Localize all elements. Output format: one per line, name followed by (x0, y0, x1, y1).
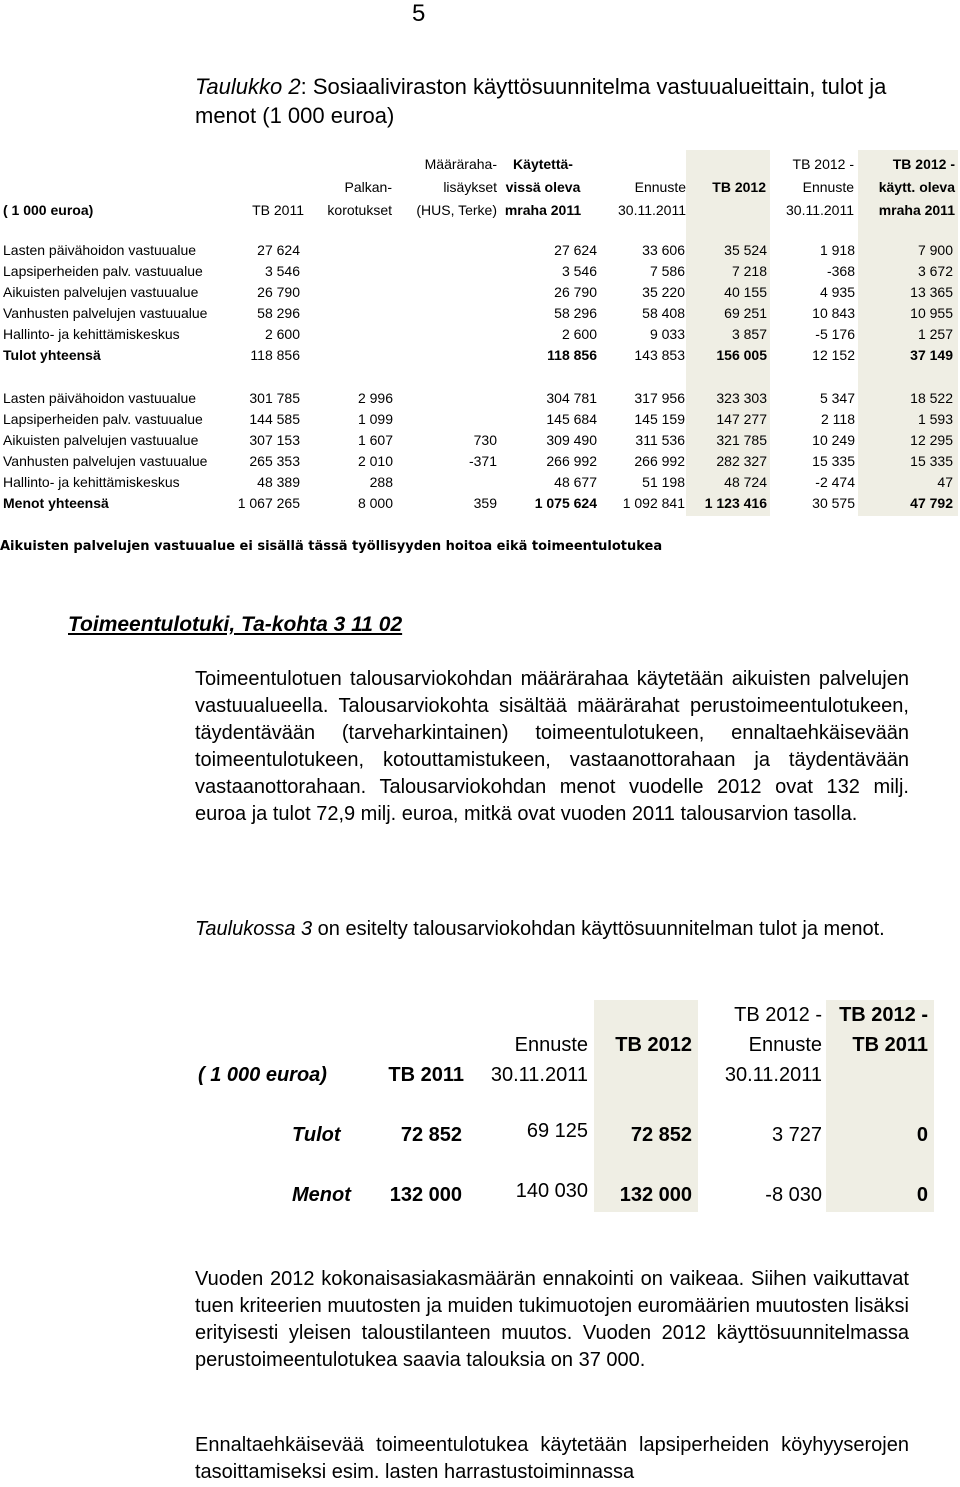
menot-cell-palkan: 8 000 (357, 495, 393, 511)
header-tb_kaytt-line-3: mraha 2011 (878, 202, 955, 218)
t2-header-tb-ennuste-2: Ennuste (748, 1034, 822, 1056)
menot-cell-tb_ennuste: -2 474 (815, 474, 855, 490)
menot-cell-tb2012: 147 277 (716, 411, 767, 427)
tulot-row-label: Tulot yhteensä (3, 347, 101, 363)
tulot-row-label: Vanhusten palvelujen vastuualue (3, 305, 208, 321)
section-title: Toimeentulotuki, Ta-kohta 3 11 02 (68, 613, 403, 636)
tulot-cell-tb_kaytt: 1 257 (917, 326, 953, 342)
t2-cell-tb-tb: 0 (916, 1184, 928, 1206)
tulot-cell-ennuste: 33 606 (642, 242, 685, 258)
t2-header-tb-tb-2: TB 2011 (852, 1034, 928, 1056)
tulot-cell-tb2011: 27 624 (257, 242, 300, 258)
menot-cell-tb_ennuste: 10 249 (812, 432, 855, 448)
menot-cell-tb2012: 282 327 (716, 453, 767, 469)
header-palkan-line-1: Palkan- (344, 179, 392, 195)
menot-cell-tb2011: 1 067 265 (237, 495, 300, 511)
menot-cell-palkan: 288 (369, 474, 393, 490)
tulot-cell-tb2011: 2 600 (264, 326, 300, 342)
t2-cell-ennuste: 69 125 (526, 1120, 588, 1142)
tulot-cell-tb_ennuste: 12 152 (812, 347, 855, 363)
menot-cell-kaytetta: 1 075 624 (534, 495, 597, 511)
tulot-cell-tb_ennuste: 10 843 (812, 305, 855, 321)
paragraph-2 (195, 916, 909, 943)
header-tb_kaytt-line-1: TB 2012 - (892, 156, 955, 172)
menot-cell-tb_kaytt: 12 295 (910, 432, 953, 448)
header-unit: ( 1 000 euroa) (3, 202, 94, 218)
caption-text: : Sosiaaliviraston käyttösuunnitelma vastuualueittain, tulot ja menot (1 000 euroa) (195, 74, 887, 128)
menot-cell-tb2011: 301 785 (249, 390, 300, 406)
tulot-cell-tb2011: 118 856 (250, 347, 300, 363)
header-ennuste-line-1: Ennuste (634, 179, 686, 195)
tulot-cell-ennuste: 143 853 (634, 347, 685, 363)
t2-cell-tb2012: 132 000 (619, 1184, 692, 1206)
menot-row-label: Aikuisten palvelujen vastuualue (3, 432, 199, 448)
paragraph-2-rest: on esitelty talousarviokohdan käyttösuunnitelman tulot ja menot. (312, 918, 885, 940)
tulot-cell-tb_ennuste: 1 918 (819, 242, 855, 258)
tulot-cell-ennuste: 9 033 (649, 326, 685, 342)
menot-cell-kaytetta: 266 992 (546, 453, 597, 469)
menot-cell-ennuste: 317 956 (634, 390, 685, 406)
tulot-row-label: Aikuisten palvelujen vastuualue (3, 284, 199, 300)
menot-cell-tb_ennuste: 5 347 (819, 390, 855, 406)
paragraph-4: Ennaltaehkäisevää toimeentulotukea käytetään lapsiperheiden köyhyyserojen tasoittamiseksi esim. lasten harrastustoiminnassa (195, 1434, 909, 1484)
menot-cell-tb_kaytt: 1 593 (917, 411, 953, 427)
menot-cell-palkan: 2 010 (357, 453, 393, 469)
tulot-cell-tb_kaytt: 13 365 (910, 284, 953, 300)
header-tb2012: TB 2012 (712, 179, 766, 195)
tulot-cell-kaytetta: 27 624 (554, 242, 597, 258)
tulot-cell-tb_kaytt: 37 149 (910, 347, 953, 363)
tulot-cell-tb2012: 40 155 (724, 284, 767, 300)
t2-cell-tb-ennuste: -8 030 (765, 1184, 822, 1206)
t2-header-unit: ( 1 000 euroa) (198, 1064, 327, 1086)
table1-note: Aikuisten palvelujen vastuualue ei sisällä tässä työllisyyden hoitoa eikä toimeentulotukea (0, 539, 663, 554)
t2-header-ennuste-1: Ennuste (514, 1034, 588, 1056)
tulot-cell-ennuste: 7 586 (649, 263, 685, 279)
caption-label: Taulukko 2 (195, 74, 301, 99)
t2-header-ennuste-2: 30.11.2011 (490, 1064, 588, 1086)
menot-cell-maararaha: 359 (473, 495, 497, 511)
menot-cell-tb2011: 48 389 (257, 474, 300, 490)
header-tb2011: TB 2011 (252, 202, 304, 218)
t2-header-tb-ennuste-1: TB 2012 - (734, 1004, 822, 1026)
header-kaytetta-line-3: mraha 2011 (504, 202, 582, 218)
header-tb_ennuste-line-1: TB 2012 - (792, 156, 854, 172)
menot-cell-kaytetta: 48 677 (554, 474, 597, 490)
tulot-cell-tb_kaytt: 10 955 (910, 305, 953, 321)
header-maararaha-line-2: lisäykset (443, 179, 497, 195)
t2-cell-tb2011: 132 000 (389, 1184, 462, 1206)
tulot-row-label: Lapsiperheiden palv. vastuualue (3, 263, 203, 279)
t2-cell-tb2011: 72 852 (400, 1124, 462, 1146)
tulot-cell-tb2012: 156 005 (716, 347, 767, 363)
tulot-cell-kaytetta: 2 600 (561, 326, 597, 342)
tulot-cell-tb_kaytt: 3 672 (917, 263, 953, 279)
header-kaytetta-line-2: vissä oleva (505, 179, 581, 195)
tulot-row-label: Hallinto- ja kehittämiskeskus (3, 326, 180, 342)
menot-row-label: Lasten päivähoidon vastuualue (3, 390, 197, 406)
menot-cell-ennuste: 145 159 (634, 411, 685, 427)
menot-cell-tb_ennuste: 15 335 (812, 453, 855, 469)
tulot-cell-tb2011: 26 790 (257, 284, 300, 300)
t2-row-label: Menot (292, 1184, 351, 1206)
menot-cell-maararaha: -371 (468, 453, 497, 469)
tulot-cell-kaytetta: 3 546 (561, 263, 597, 279)
tulot-cell-tb2012: 3 857 (731, 326, 767, 342)
menot-cell-tb2012: 321 785 (716, 432, 767, 448)
menot-cell-kaytetta: 304 781 (546, 390, 597, 406)
header-maararaha-line-3: (HUS, Terke) (416, 202, 497, 218)
tulot-cell-tb2011: 3 546 (264, 263, 300, 279)
tulot-cell-tb2012: 35 524 (724, 242, 767, 258)
menot-row-label: Vanhusten palvelujen vastuualue (3, 453, 208, 469)
t2-cell-tb-tb: 0 (916, 1124, 928, 1146)
menot-cell-palkan: 1 099 (357, 411, 393, 427)
tulot-cell-tb2012: 7 218 (731, 263, 767, 279)
menot-cell-maararaha: 730 (473, 432, 497, 448)
t2-cell-tb-ennuste: 3 727 (771, 1124, 822, 1146)
t2-header-tb2012: TB 2012 (615, 1034, 692, 1056)
tulot-cell-tb_ennuste: 4 935 (819, 284, 855, 300)
menot-cell-ennuste: 311 536 (635, 432, 685, 448)
menot-cell-tb_kaytt: 18 522 (910, 390, 953, 406)
tulot-cell-kaytetta: 58 296 (554, 305, 597, 321)
paragraph-2-ref: Taulukossa 3 (195, 918, 313, 940)
menot-cell-tb2011: 307 153 (249, 432, 300, 448)
paragraph-3: Vuoden 2012 kokonaisasiakasmäärän ennakointi on vaikeaa. Siihen vaikuttavat tuen kriteerien muutosten ja muiden tukimuotojen euromäärien muutosten lisäksi erityisesti yleisen taloustilanteen muutos. Vuoden 2012 käyttösuunnitelmassa perustoimeentulotukea saavia talouksia on 37 000. (195, 1268, 909, 1372)
page-number: 5 (412, 0, 426, 27)
tulot-cell-ennuste: 58 408 (642, 305, 685, 321)
menot-cell-tb_kaytt: 47 (937, 474, 953, 490)
menot-cell-tb_kaytt: 15 335 (910, 453, 953, 469)
header-maararaha-line-1: Määräraha- (424, 156, 497, 172)
menot-cell-palkan: 1 607 (357, 432, 393, 448)
menot-cell-tb_ennuste: 30 575 (812, 495, 855, 511)
menot-cell-tb2011: 265 353 (249, 453, 300, 469)
menot-cell-kaytetta: 309 490 (546, 432, 597, 448)
header-kaytetta-line-1: Käytettä- (513, 156, 573, 172)
menot-cell-kaytetta: 145 684 (546, 411, 597, 427)
t2-header-tb2011: TB 2011 (388, 1064, 464, 1086)
t2-cell-tb2012: 72 852 (630, 1124, 692, 1146)
t2-header-tb-tb-1: TB 2012 - (839, 1004, 928, 1026)
menot-row-label: Hallinto- ja kehittämiskeskus (3, 474, 180, 490)
tulot-cell-ennuste: 35 220 (642, 284, 685, 300)
menot-cell-ennuste: 1 092 841 (622, 495, 685, 511)
tulot-cell-tb_ennuste: -5 176 (815, 326, 855, 342)
menot-cell-tb_kaytt: 47 792 (910, 495, 953, 511)
menot-cell-tb2011: 144 585 (249, 411, 300, 427)
tulot-cell-kaytetta: 26 790 (554, 284, 597, 300)
tulot-cell-tb_kaytt: 7 900 (917, 242, 953, 258)
table-caption (195, 72, 915, 130)
header-ennuste-line-2: 30.11.2011 (618, 202, 686, 218)
t2-cell-ennuste: 140 030 (515, 1180, 588, 1202)
menot-row-label: Lapsiperheiden palv. vastuualue (3, 411, 203, 427)
menot-cell-tb2012: 323 303 (716, 390, 767, 406)
menot-cell-tb_ennuste: 2 118 (821, 411, 855, 427)
tulot-row-label: Lasten päivähoidon vastuualue (3, 242, 197, 258)
tulot-cell-kaytetta: 118 856 (547, 347, 597, 363)
t2-row-label: Tulot (292, 1124, 341, 1146)
menot-cell-tb2012: 1 123 416 (704, 495, 767, 511)
paragraph-1: Toimeentulotuen talousarviokohdan määrärahaa käytetään aikuisten palvelujen vastuualueella. Talousarviokohta sisältää määrärahat perustoimeentulotukeen, täydentävään (tarveharkintainen) toimeentulotukeen, ennaltaehkäisevään toimeentulotukeen, kotouttamistukeen, vastaanottorahaan ja täydentävään vastaanottorahaan. Talousarviokohdan menot vuodelle 2012 ovat 132 milj. euroa ja tulot 72,9 milj. euroa, mitkä ovat vuoden 2011 talousarvion tasolla. (195, 668, 909, 826)
menot-cell-palkan: 2 996 (357, 390, 393, 406)
tulot-cell-tb2012: 69 251 (724, 305, 767, 321)
header-tb_ennuste-line-2: Ennuste (802, 179, 854, 195)
menot-cell-tb2012: 48 724 (724, 474, 767, 490)
tulot-cell-tb2011: 58 296 (257, 305, 300, 321)
header-tb_ennuste-line-3: 30.11.2011 (786, 202, 854, 218)
tulot-cell-tb_ennuste: -368 (826, 263, 855, 279)
menot-cell-ennuste: 266 992 (634, 453, 685, 469)
menot-row-label: Menot yhteensä (3, 495, 109, 511)
t2-header-tb-ennuste-3: 30.11.2011 (724, 1064, 822, 1086)
header-tb_kaytt-line-2: käytt. oleva (878, 179, 955, 195)
header-palkan-line-2: korotukset (327, 202, 392, 218)
menot-cell-ennuste: 51 198 (642, 474, 685, 490)
